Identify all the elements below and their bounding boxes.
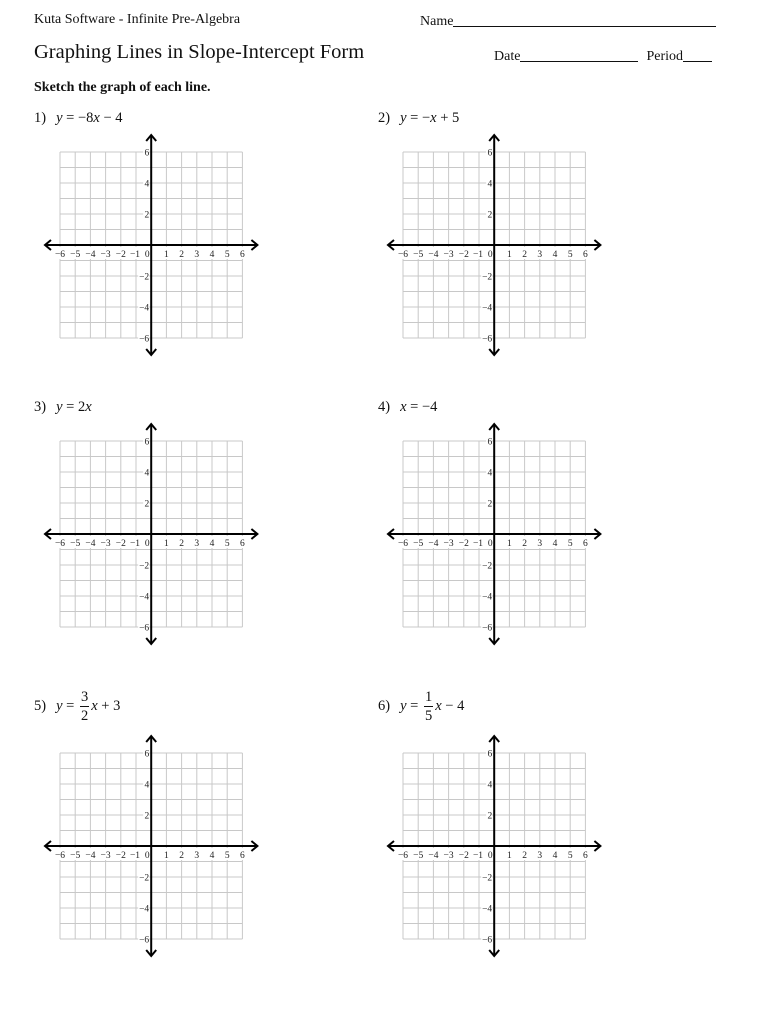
problem-1-label bbox=[34, 110, 123, 127]
x-tick-label: −6 bbox=[397, 250, 409, 260]
y-tick-label: −2 bbox=[482, 873, 493, 884]
x-tick-label: 3 bbox=[194, 851, 200, 861]
x-tick-label: −3 bbox=[443, 250, 454, 260]
equation: y = − x + 5 bbox=[400, 110, 460, 126]
x-tick-label: 1 bbox=[507, 851, 512, 861]
y-tick-label: −4 bbox=[139, 904, 150, 915]
x-tick-label: −5 bbox=[413, 851, 424, 861]
graph-3[interactable] bbox=[40, 421, 262, 647]
x-tick-label: −5 bbox=[70, 851, 81, 861]
x-tick-label: −2 bbox=[115, 851, 126, 861]
equation: y = −8 x − 4 bbox=[56, 110, 123, 126]
graph-4[interactable] bbox=[383, 421, 605, 647]
name-input-line[interactable] bbox=[453, 12, 716, 27]
period-input-line[interactable] bbox=[683, 47, 712, 62]
problem-number: 1) bbox=[34, 110, 47, 126]
problem-4-label bbox=[378, 399, 437, 416]
x-tick-label: −2 bbox=[115, 250, 126, 260]
x-tick-label: 1 bbox=[507, 250, 512, 260]
y-tick-label: 2 bbox=[144, 210, 150, 221]
problem-number: 5) bbox=[34, 698, 47, 714]
x-tick-label: −3 bbox=[100, 539, 111, 549]
equation: y = $\frac{3}{2}$ x + 3 bbox=[56, 689, 121, 724]
x-tick-label: 5 bbox=[224, 851, 230, 861]
x-tick-label: 5 bbox=[567, 250, 573, 260]
x-tick-label: −5 bbox=[413, 539, 424, 549]
problem-2-label bbox=[378, 110, 459, 127]
y-tick-label: −6 bbox=[482, 623, 493, 634]
x-tick-label: 3 bbox=[537, 250, 543, 260]
y-tick-label: 4 bbox=[144, 468, 150, 479]
x-tick-label: −4 bbox=[85, 250, 96, 260]
y-tick-label: −4 bbox=[482, 904, 493, 915]
x-tick-label: 6 bbox=[583, 851, 588, 861]
x-tick-label: 3 bbox=[537, 539, 543, 549]
x-tick-label: −2 bbox=[458, 851, 469, 861]
x-tick-label: −2 bbox=[458, 250, 469, 260]
y-tick-label: 6 bbox=[487, 148, 493, 159]
x-tick-label: 4 bbox=[209, 851, 215, 861]
x-tick-label: −1 bbox=[472, 851, 484, 861]
y-tick-label: 6 bbox=[487, 437, 493, 448]
x-tick-label: 0 bbox=[487, 851, 493, 861]
x-tick-label: 0 bbox=[144, 539, 150, 549]
x-tick-label: −6 bbox=[54, 539, 66, 549]
worksheet-title: Graphing Lines in Slope-Intercept Form bbox=[34, 41, 365, 63]
x-tick-label: 6 bbox=[240, 539, 245, 549]
graph-1[interactable] bbox=[40, 132, 262, 358]
x-tick-label: −5 bbox=[70, 250, 81, 260]
problem-number: 3) bbox=[34, 399, 47, 415]
x-tick-label: 2 bbox=[179, 539, 184, 549]
y-tick-label: −4 bbox=[482, 592, 493, 603]
y-tick-label: −6 bbox=[482, 935, 493, 946]
graph-2[interactable] bbox=[383, 132, 605, 358]
x-tick-label: 4 bbox=[209, 539, 215, 549]
x-tick-label: −4 bbox=[85, 539, 96, 549]
graph-5[interactable] bbox=[40, 733, 262, 959]
x-tick-label: −4 bbox=[428, 539, 439, 549]
x-tick-label: 2 bbox=[179, 250, 184, 260]
x-tick-label: 5 bbox=[567, 539, 573, 549]
x-tick-label: −1 bbox=[129, 851, 141, 861]
publisher-label: Kuta Software - Infinite Pre-Algebra bbox=[34, 12, 241, 27]
y-tick-label: −4 bbox=[139, 592, 150, 603]
y-tick-label: −4 bbox=[482, 303, 493, 314]
x-tick-label: 6 bbox=[583, 250, 588, 260]
y-tick-label: −2 bbox=[482, 561, 493, 572]
y-tick-label: 4 bbox=[487, 468, 493, 479]
x-tick-label: −3 bbox=[443, 539, 454, 549]
problem-6-label bbox=[378, 690, 464, 723]
x-tick-label: 6 bbox=[240, 851, 245, 861]
y-tick-label: 2 bbox=[487, 811, 493, 822]
x-tick-label: 4 bbox=[552, 539, 558, 549]
problem-5-label bbox=[34, 690, 120, 723]
y-tick-label: 4 bbox=[144, 179, 150, 190]
y-tick-label: −4 bbox=[139, 303, 150, 314]
x-tick-label: 2 bbox=[522, 250, 527, 260]
name-label: Name bbox=[420, 14, 454, 29]
x-tick-label: 4 bbox=[209, 250, 215, 260]
problem-number: 2) bbox=[378, 110, 391, 126]
equation: x = −4 bbox=[400, 399, 438, 415]
x-tick-label: −3 bbox=[100, 851, 111, 861]
problem-number: 4) bbox=[378, 399, 391, 415]
y-tick-label: 2 bbox=[487, 210, 493, 221]
x-tick-label: 2 bbox=[522, 851, 527, 861]
y-tick-label: −6 bbox=[482, 334, 493, 345]
x-tick-label: −1 bbox=[472, 539, 484, 549]
y-tick-label: 2 bbox=[487, 499, 493, 510]
x-tick-label: 3 bbox=[194, 250, 200, 260]
y-tick-label: 4 bbox=[487, 780, 493, 791]
fraction: $\frac{1}{5}$ bbox=[424, 689, 433, 724]
x-tick-label: −6 bbox=[397, 539, 409, 549]
x-tick-label: 1 bbox=[164, 851, 169, 861]
instructions: Sketch the graph of each line. bbox=[34, 80, 211, 95]
x-tick-label: 3 bbox=[537, 851, 543, 861]
x-tick-label: 2 bbox=[179, 851, 184, 861]
y-tick-label: 4 bbox=[487, 179, 493, 190]
equation: y = $\frac{1}{5}$ x − 4 bbox=[400, 689, 465, 724]
equation: y = 2 x bbox=[56, 399, 92, 415]
x-tick-label: −6 bbox=[54, 851, 66, 861]
x-tick-label: 0 bbox=[487, 539, 493, 549]
fraction: $\frac{3}{2}$ bbox=[80, 689, 89, 724]
x-tick-label: 0 bbox=[487, 250, 493, 260]
x-tick-label: −5 bbox=[413, 250, 424, 260]
y-tick-label: 6 bbox=[487, 749, 493, 760]
x-tick-label: −4 bbox=[85, 851, 96, 861]
x-tick-label: −1 bbox=[472, 250, 484, 260]
y-tick-label: 2 bbox=[144, 499, 150, 510]
x-tick-label: −4 bbox=[428, 250, 439, 260]
period-label: Period bbox=[646, 49, 683, 64]
x-tick-label: −1 bbox=[129, 539, 141, 549]
y-tick-label: −6 bbox=[139, 623, 150, 634]
x-tick-label: −6 bbox=[397, 851, 409, 861]
x-tick-label: 4 bbox=[552, 250, 558, 260]
x-tick-label: −5 bbox=[70, 539, 81, 549]
x-tick-label: 1 bbox=[164, 539, 169, 549]
y-tick-label: 2 bbox=[144, 811, 150, 822]
x-tick-label: 2 bbox=[522, 539, 527, 549]
x-tick-label: 6 bbox=[583, 539, 588, 549]
y-tick-label: −2 bbox=[482, 272, 493, 283]
date-period-fields bbox=[494, 47, 712, 65]
problem-3-label bbox=[34, 399, 92, 416]
x-tick-label: −2 bbox=[458, 539, 469, 549]
y-tick-label: −2 bbox=[139, 873, 150, 884]
x-tick-label: 5 bbox=[224, 539, 230, 549]
y-tick-label: −2 bbox=[139, 561, 150, 572]
y-tick-label: −2 bbox=[139, 272, 150, 283]
date-label: Date bbox=[494, 49, 521, 64]
name-field[interactable] bbox=[420, 12, 716, 30]
x-tick-label: −1 bbox=[129, 250, 141, 260]
x-tick-label: 0 bbox=[144, 851, 150, 861]
x-tick-label: 5 bbox=[224, 250, 230, 260]
graph-6[interactable] bbox=[383, 733, 605, 959]
x-tick-label: 5 bbox=[567, 851, 573, 861]
y-tick-label: 6 bbox=[144, 148, 150, 159]
x-tick-label: −6 bbox=[54, 250, 66, 260]
x-tick-label: −3 bbox=[443, 851, 454, 861]
y-tick-label: −6 bbox=[139, 334, 150, 345]
x-tick-label: 0 bbox=[144, 250, 150, 260]
y-tick-label: 6 bbox=[144, 749, 150, 760]
y-tick-label: −6 bbox=[139, 935, 150, 946]
x-tick-label: −4 bbox=[428, 851, 439, 861]
x-tick-label: 3 bbox=[194, 539, 200, 549]
date-input-line[interactable] bbox=[520, 47, 638, 62]
x-tick-label: 4 bbox=[552, 851, 558, 861]
y-tick-label: 4 bbox=[144, 780, 150, 791]
x-tick-label: 6 bbox=[240, 250, 245, 260]
x-tick-label: −3 bbox=[100, 250, 111, 260]
x-tick-label: 1 bbox=[164, 250, 169, 260]
x-tick-label: −2 bbox=[115, 539, 126, 549]
problem-number: 6) bbox=[378, 698, 391, 714]
y-tick-label: 6 bbox=[144, 437, 150, 448]
x-tick-label: 1 bbox=[507, 539, 512, 549]
